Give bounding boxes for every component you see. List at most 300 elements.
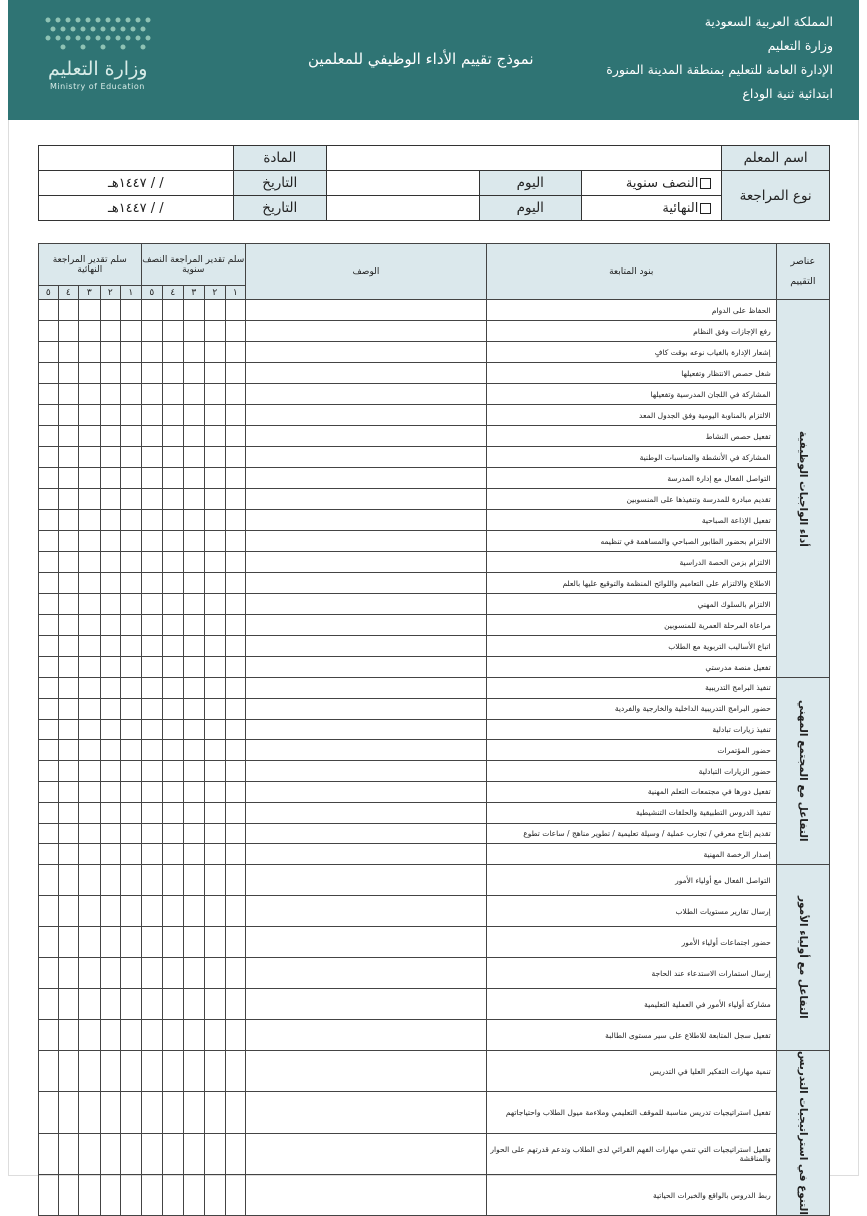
- final-option[interactable]: [581, 196, 722, 221]
- rating-cell[interactable]: [225, 468, 245, 489]
- description-cell[interactable]: [246, 781, 487, 802]
- rating-cell[interactable]: [79, 426, 101, 447]
- rating-cell[interactable]: [225, 1133, 245, 1174]
- rating-cell[interactable]: [100, 719, 120, 740]
- rating-cell[interactable]: [183, 510, 205, 531]
- midyear-option[interactable]: [581, 171, 722, 196]
- rating-cell[interactable]: [79, 719, 101, 740]
- rating-cell[interactable]: [141, 342, 163, 363]
- rating-cell[interactable]: [121, 1092, 141, 1133]
- rating-cell[interactable]: [141, 1020, 163, 1051]
- rating-cell[interactable]: [163, 594, 183, 615]
- rating-cell[interactable]: [183, 698, 205, 719]
- rating-cell[interactable]: [58, 823, 78, 844]
- rating-cell[interactable]: [205, 678, 225, 699]
- rating-cell[interactable]: [39, 594, 59, 615]
- description-cell[interactable]: [246, 510, 487, 531]
- rating-cell[interactable]: [100, 1092, 120, 1133]
- rating-cell[interactable]: [79, 636, 101, 657]
- rating-cell[interactable]: [205, 844, 225, 865]
- rating-cell[interactable]: [183, 958, 205, 989]
- rating-cell[interactable]: [225, 740, 245, 761]
- rating-cell[interactable]: [58, 489, 78, 510]
- rating-cell[interactable]: [39, 865, 59, 896]
- rating-cell[interactable]: [205, 342, 225, 363]
- date-field[interactable]: / / ١٤٤٧هـ: [39, 171, 234, 196]
- rating-cell[interactable]: [39, 552, 59, 573]
- rating-cell[interactable]: [225, 1020, 245, 1051]
- rating-cell[interactable]: [58, 958, 78, 989]
- rating-cell[interactable]: [163, 321, 183, 342]
- rating-cell[interactable]: [225, 719, 245, 740]
- rating-cell[interactable]: [39, 989, 59, 1020]
- rating-cell[interactable]: [79, 698, 101, 719]
- rating-cell[interactable]: [183, 594, 205, 615]
- rating-cell[interactable]: [100, 342, 120, 363]
- description-cell[interactable]: [246, 405, 487, 426]
- rating-cell[interactable]: [121, 384, 141, 405]
- rating-cell[interactable]: [79, 615, 101, 636]
- rating-cell[interactable]: [58, 321, 78, 342]
- rating-cell[interactable]: [205, 405, 225, 426]
- rating-cell[interactable]: [39, 300, 59, 321]
- rating-cell[interactable]: [225, 342, 245, 363]
- rating-cell[interactable]: [121, 573, 141, 594]
- rating-cell[interactable]: [225, 927, 245, 958]
- rating-cell[interactable]: [163, 865, 183, 896]
- rating-cell[interactable]: [205, 510, 225, 531]
- rating-cell[interactable]: [58, 844, 78, 865]
- rating-cell[interactable]: [100, 321, 120, 342]
- description-cell[interactable]: [246, 802, 487, 823]
- rating-cell[interactable]: [183, 740, 205, 761]
- rating-cell[interactable]: [39, 1174, 59, 1215]
- rating-cell[interactable]: [58, 573, 78, 594]
- rating-cell[interactable]: [225, 510, 245, 531]
- rating-cell[interactable]: [100, 531, 120, 552]
- description-cell[interactable]: [246, 636, 487, 657]
- rating-cell[interactable]: [225, 300, 245, 321]
- rating-cell[interactable]: [58, 1020, 78, 1051]
- rating-cell[interactable]: [121, 844, 141, 865]
- rating-cell[interactable]: [100, 698, 120, 719]
- rating-cell[interactable]: [58, 300, 78, 321]
- description-cell[interactable]: [246, 761, 487, 782]
- rating-cell[interactable]: [39, 823, 59, 844]
- rating-cell[interactable]: [141, 927, 163, 958]
- rating-cell[interactable]: [58, 865, 78, 896]
- description-cell[interactable]: [246, 594, 487, 615]
- description-cell[interactable]: [246, 573, 487, 594]
- rating-cell[interactable]: [163, 573, 183, 594]
- rating-cell[interactable]: [163, 678, 183, 699]
- rating-cell[interactable]: [205, 489, 225, 510]
- rating-cell[interactable]: [141, 510, 163, 531]
- rating-cell[interactable]: [183, 468, 205, 489]
- rating-cell[interactable]: [79, 342, 101, 363]
- description-cell[interactable]: [246, 300, 487, 321]
- rating-cell[interactable]: [141, 468, 163, 489]
- rating-cell[interactable]: [121, 321, 141, 342]
- rating-cell[interactable]: [225, 678, 245, 699]
- rating-cell[interactable]: [205, 615, 225, 636]
- rating-cell[interactable]: [58, 1092, 78, 1133]
- description-cell[interactable]: [246, 1133, 487, 1174]
- rating-cell[interactable]: [79, 927, 101, 958]
- rating-cell[interactable]: [79, 740, 101, 761]
- description-cell[interactable]: [246, 865, 487, 896]
- rating-cell[interactable]: [163, 927, 183, 958]
- rating-cell[interactable]: [163, 468, 183, 489]
- rating-cell[interactable]: [121, 896, 141, 927]
- rating-cell[interactable]: [205, 531, 225, 552]
- rating-cell[interactable]: [183, 761, 205, 782]
- rating-cell[interactable]: [225, 989, 245, 1020]
- rating-cell[interactable]: [79, 384, 101, 405]
- rating-cell[interactable]: [205, 447, 225, 468]
- rating-cell[interactable]: [205, 761, 225, 782]
- rating-cell[interactable]: [100, 594, 120, 615]
- rating-cell[interactable]: [141, 384, 163, 405]
- rating-cell[interactable]: [100, 384, 120, 405]
- rating-cell[interactable]: [79, 300, 101, 321]
- rating-cell[interactable]: [39, 636, 59, 657]
- rating-cell[interactable]: [79, 510, 101, 531]
- description-cell[interactable]: [246, 615, 487, 636]
- rating-cell[interactable]: [121, 698, 141, 719]
- rating-cell[interactable]: [39, 384, 59, 405]
- rating-cell[interactable]: [183, 321, 205, 342]
- rating-cell[interactable]: [163, 823, 183, 844]
- rating-cell[interactable]: [163, 489, 183, 510]
- rating-cell[interactable]: [100, 958, 120, 989]
- day-field[interactable]: [326, 196, 479, 221]
- rating-cell[interactable]: [141, 761, 163, 782]
- rating-cell[interactable]: [58, 719, 78, 740]
- rating-cell[interactable]: [163, 384, 183, 405]
- rating-cell[interactable]: [163, 447, 183, 468]
- description-cell[interactable]: [246, 719, 487, 740]
- rating-cell[interactable]: [225, 321, 245, 342]
- rating-cell[interactable]: [121, 636, 141, 657]
- rating-cell[interactable]: [141, 573, 163, 594]
- rating-cell[interactable]: [39, 321, 59, 342]
- rating-cell[interactable]: [141, 1133, 163, 1174]
- rating-cell[interactable]: [205, 468, 225, 489]
- rating-cell[interactable]: [225, 1174, 245, 1215]
- rating-cell[interactable]: [205, 781, 225, 802]
- rating-cell[interactable]: [58, 636, 78, 657]
- description-cell[interactable]: [246, 468, 487, 489]
- rating-cell[interactable]: [39, 698, 59, 719]
- rating-cell[interactable]: [141, 958, 163, 989]
- rating-cell[interactable]: [183, 384, 205, 405]
- checkbox-icon[interactable]: [700, 203, 711, 214]
- rating-cell[interactable]: [39, 342, 59, 363]
- rating-cell[interactable]: [121, 300, 141, 321]
- rating-cell[interactable]: [225, 363, 245, 384]
- rating-cell[interactable]: [141, 823, 163, 844]
- rating-cell[interactable]: [79, 989, 101, 1020]
- rating-cell[interactable]: [225, 1092, 245, 1133]
- rating-cell[interactable]: [58, 1174, 78, 1215]
- rating-cell[interactable]: [141, 844, 163, 865]
- rating-cell[interactable]: [163, 657, 183, 678]
- rating-cell[interactable]: [79, 321, 101, 342]
- rating-cell[interactable]: [58, 447, 78, 468]
- rating-cell[interactable]: [58, 896, 78, 927]
- rating-cell[interactable]: [141, 447, 163, 468]
- rating-cell[interactable]: [58, 781, 78, 802]
- rating-cell[interactable]: [79, 896, 101, 927]
- rating-cell[interactable]: [39, 844, 59, 865]
- rating-cell[interactable]: [225, 844, 245, 865]
- description-cell[interactable]: [246, 384, 487, 405]
- rating-cell[interactable]: [58, 698, 78, 719]
- rating-cell[interactable]: [79, 844, 101, 865]
- description-cell[interactable]: [246, 1092, 487, 1133]
- rating-cell[interactable]: [39, 678, 59, 699]
- rating-cell[interactable]: [100, 552, 120, 573]
- rating-cell[interactable]: [39, 896, 59, 927]
- rating-cell[interactable]: [58, 1051, 78, 1092]
- rating-cell[interactable]: [39, 1092, 59, 1133]
- date-field[interactable]: / / ١٤٤٧هـ: [39, 196, 234, 221]
- rating-cell[interactable]: [225, 958, 245, 989]
- rating-cell[interactable]: [163, 802, 183, 823]
- rating-cell[interactable]: [163, 740, 183, 761]
- rating-cell[interactable]: [225, 384, 245, 405]
- rating-cell[interactable]: [141, 636, 163, 657]
- rating-cell[interactable]: [121, 510, 141, 531]
- rating-cell[interactable]: [100, 802, 120, 823]
- rating-cell[interactable]: [121, 594, 141, 615]
- rating-cell[interactable]: [163, 510, 183, 531]
- rating-cell[interactable]: [58, 740, 78, 761]
- rating-cell[interactable]: [163, 1051, 183, 1092]
- rating-cell[interactable]: [141, 363, 163, 384]
- rating-cell[interactable]: [121, 865, 141, 896]
- description-cell[interactable]: [246, 447, 487, 468]
- rating-cell[interactable]: [141, 552, 163, 573]
- rating-cell[interactable]: [58, 405, 78, 426]
- rating-cell[interactable]: [100, 1051, 120, 1092]
- rating-cell[interactable]: [79, 1092, 101, 1133]
- rating-cell[interactable]: [79, 552, 101, 573]
- rating-cell[interactable]: [39, 958, 59, 989]
- rating-cell[interactable]: [163, 896, 183, 927]
- rating-cell[interactable]: [183, 615, 205, 636]
- rating-cell[interactable]: [39, 740, 59, 761]
- rating-cell[interactable]: [121, 1174, 141, 1215]
- rating-cell[interactable]: [100, 927, 120, 958]
- rating-cell[interactable]: [183, 678, 205, 699]
- rating-cell[interactable]: [183, 844, 205, 865]
- rating-cell[interactable]: [121, 802, 141, 823]
- rating-cell[interactable]: [225, 761, 245, 782]
- day-field[interactable]: [326, 171, 479, 196]
- rating-cell[interactable]: [121, 468, 141, 489]
- description-cell[interactable]: [246, 531, 487, 552]
- rating-cell[interactable]: [100, 426, 120, 447]
- rating-cell[interactable]: [225, 573, 245, 594]
- rating-cell[interactable]: [183, 552, 205, 573]
- rating-cell[interactable]: [205, 989, 225, 1020]
- rating-cell[interactable]: [205, 321, 225, 342]
- rating-cell[interactable]: [141, 719, 163, 740]
- rating-cell[interactable]: [205, 657, 225, 678]
- rating-cell[interactable]: [141, 657, 163, 678]
- rating-cell[interactable]: [205, 1133, 225, 1174]
- rating-cell[interactable]: [225, 426, 245, 447]
- rating-cell[interactable]: [39, 1051, 59, 1092]
- rating-cell[interactable]: [141, 802, 163, 823]
- rating-cell[interactable]: [225, 594, 245, 615]
- rating-cell[interactable]: [79, 1174, 101, 1215]
- rating-cell[interactable]: [205, 823, 225, 844]
- rating-cell[interactable]: [79, 1133, 101, 1174]
- rating-cell[interactable]: [100, 405, 120, 426]
- rating-cell[interactable]: [141, 1051, 163, 1092]
- rating-cell[interactable]: [183, 531, 205, 552]
- rating-cell[interactable]: [183, 802, 205, 823]
- rating-cell[interactable]: [100, 510, 120, 531]
- rating-cell[interactable]: [121, 1051, 141, 1092]
- rating-cell[interactable]: [100, 678, 120, 699]
- rating-cell[interactable]: [205, 896, 225, 927]
- rating-cell[interactable]: [100, 761, 120, 782]
- description-cell[interactable]: [246, 657, 487, 678]
- rating-cell[interactable]: [58, 657, 78, 678]
- rating-cell[interactable]: [205, 865, 225, 896]
- rating-cell[interactable]: [79, 781, 101, 802]
- rating-cell[interactable]: [225, 636, 245, 657]
- rating-cell[interactable]: [121, 1020, 141, 1051]
- rating-cell[interactable]: [183, 1174, 205, 1215]
- rating-cell[interactable]: [163, 1133, 183, 1174]
- rating-cell[interactable]: [100, 823, 120, 844]
- rating-cell[interactable]: [225, 1051, 245, 1092]
- rating-cell[interactable]: [205, 958, 225, 989]
- rating-cell[interactable]: [163, 1020, 183, 1051]
- rating-cell[interactable]: [121, 426, 141, 447]
- description-cell[interactable]: [246, 958, 487, 989]
- teacher-name-field[interactable]: [326, 146, 721, 171]
- rating-cell[interactable]: [225, 802, 245, 823]
- rating-cell[interactable]: [121, 552, 141, 573]
- description-cell[interactable]: [246, 823, 487, 844]
- rating-cell[interactable]: [163, 958, 183, 989]
- rating-cell[interactable]: [39, 447, 59, 468]
- rating-cell[interactable]: [183, 1020, 205, 1051]
- rating-cell[interactable]: [205, 927, 225, 958]
- rating-cell[interactable]: [163, 615, 183, 636]
- description-cell[interactable]: [246, 698, 487, 719]
- rating-cell[interactable]: [58, 384, 78, 405]
- rating-cell[interactable]: [141, 740, 163, 761]
- rating-cell[interactable]: [183, 927, 205, 958]
- rating-cell[interactable]: [39, 405, 59, 426]
- rating-cell[interactable]: [100, 300, 120, 321]
- rating-cell[interactable]: [183, 1051, 205, 1092]
- rating-cell[interactable]: [183, 447, 205, 468]
- rating-cell[interactable]: [205, 384, 225, 405]
- rating-cell[interactable]: [163, 552, 183, 573]
- rating-cell[interactable]: [100, 781, 120, 802]
- rating-cell[interactable]: [121, 363, 141, 384]
- rating-cell[interactable]: [141, 321, 163, 342]
- description-cell[interactable]: [246, 896, 487, 927]
- rating-cell[interactable]: [163, 698, 183, 719]
- rating-cell[interactable]: [100, 468, 120, 489]
- rating-cell[interactable]: [39, 657, 59, 678]
- rating-cell[interactable]: [225, 698, 245, 719]
- rating-cell[interactable]: [121, 678, 141, 699]
- rating-cell[interactable]: [58, 363, 78, 384]
- rating-cell[interactable]: [100, 1020, 120, 1051]
- rating-cell[interactable]: [100, 489, 120, 510]
- rating-cell[interactable]: [163, 719, 183, 740]
- rating-cell[interactable]: [121, 1133, 141, 1174]
- rating-cell[interactable]: [205, 740, 225, 761]
- rating-cell[interactable]: [100, 573, 120, 594]
- rating-cell[interactable]: [163, 1092, 183, 1133]
- rating-cell[interactable]: [205, 719, 225, 740]
- description-cell[interactable]: [246, 989, 487, 1020]
- description-cell[interactable]: [246, 740, 487, 761]
- rating-cell[interactable]: [163, 761, 183, 782]
- rating-cell[interactable]: [79, 573, 101, 594]
- rating-cell[interactable]: [183, 823, 205, 844]
- rating-cell[interactable]: [58, 802, 78, 823]
- rating-cell[interactable]: [225, 615, 245, 636]
- rating-cell[interactable]: [79, 489, 101, 510]
- rating-cell[interactable]: [183, 865, 205, 896]
- rating-cell[interactable]: [100, 896, 120, 927]
- rating-cell[interactable]: [39, 802, 59, 823]
- rating-cell[interactable]: [225, 823, 245, 844]
- rating-cell[interactable]: [121, 615, 141, 636]
- rating-cell[interactable]: [183, 1092, 205, 1133]
- description-cell[interactable]: [246, 1051, 487, 1092]
- rating-cell[interactable]: [205, 1051, 225, 1092]
- rating-cell[interactable]: [121, 489, 141, 510]
- rating-cell[interactable]: [205, 698, 225, 719]
- rating-cell[interactable]: [100, 447, 120, 468]
- rating-cell[interactable]: [163, 989, 183, 1020]
- rating-cell[interactable]: [205, 363, 225, 384]
- rating-cell[interactable]: [79, 761, 101, 782]
- rating-cell[interactable]: [205, 1020, 225, 1051]
- rating-cell[interactable]: [39, 615, 59, 636]
- rating-cell[interactable]: [225, 552, 245, 573]
- rating-cell[interactable]: [79, 447, 101, 468]
- rating-cell[interactable]: [163, 636, 183, 657]
- rating-cell[interactable]: [100, 363, 120, 384]
- rating-cell[interactable]: [39, 719, 59, 740]
- rating-cell[interactable]: [121, 342, 141, 363]
- rating-cell[interactable]: [79, 657, 101, 678]
- rating-cell[interactable]: [163, 300, 183, 321]
- rating-cell[interactable]: [79, 405, 101, 426]
- rating-cell[interactable]: [79, 1020, 101, 1051]
- rating-cell[interactable]: [58, 678, 78, 699]
- rating-cell[interactable]: [79, 802, 101, 823]
- rating-cell[interactable]: [79, 531, 101, 552]
- rating-cell[interactable]: [141, 615, 163, 636]
- rating-cell[interactable]: [141, 405, 163, 426]
- rating-cell[interactable]: [205, 300, 225, 321]
